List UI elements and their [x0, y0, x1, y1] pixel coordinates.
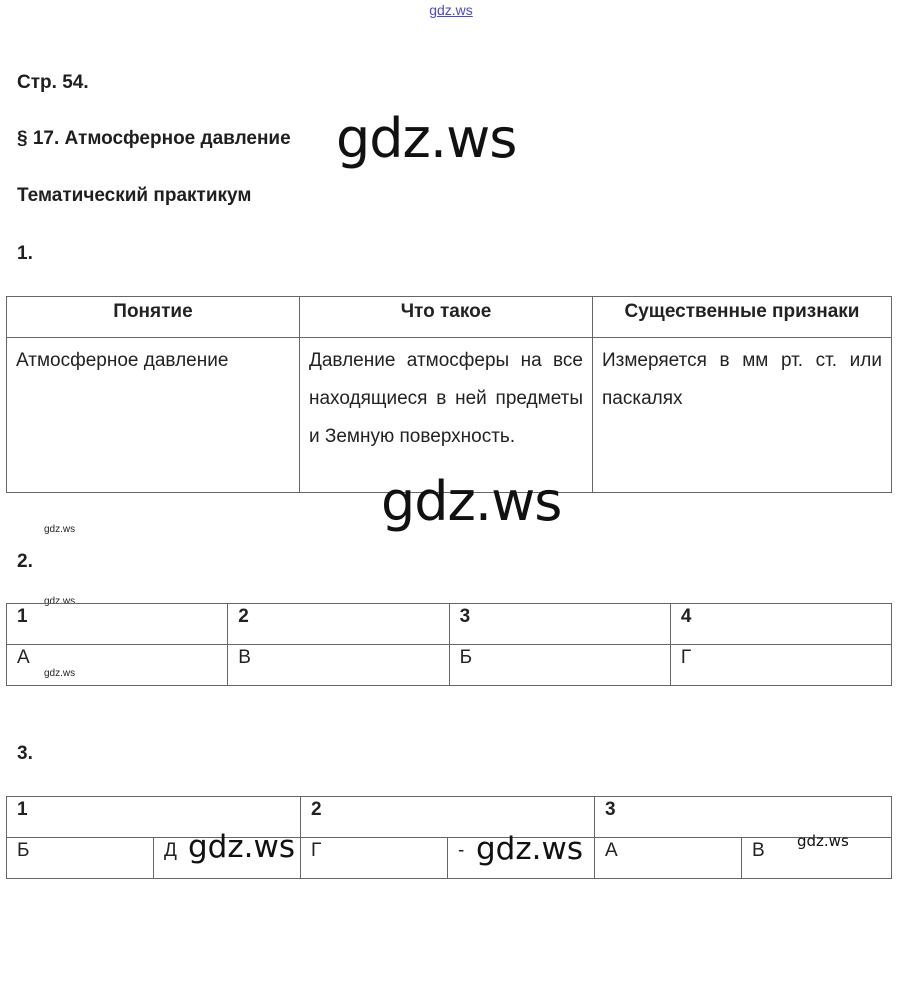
table-cell: А [595, 838, 742, 879]
table-header: Существенные признаки [593, 297, 892, 338]
table-header: Понятие [7, 297, 300, 338]
task-3-table [6, 796, 892, 879]
table-cell: Д [154, 838, 301, 879]
table-cell: В [742, 838, 892, 879]
table-cell: Г [301, 838, 448, 879]
table-header: 2 [228, 604, 449, 645]
subtitle: Тематический практикум [17, 185, 252, 206]
task-2-table [6, 603, 892, 686]
table-cell: Г [670, 645, 891, 686]
watermark-small: gdz.ws [44, 668, 76, 679]
task-2-number: 2. [17, 551, 33, 572]
task-3-number: 3. [17, 743, 33, 764]
watermark-large: gdz.ws [336, 107, 517, 170]
table-cell: В [228, 645, 449, 686]
watermark-small: gdz.ws [44, 596, 76, 607]
table-header: 2 [301, 797, 595, 838]
table-header: Что такое [300, 297, 593, 338]
table-header: 1 [7, 604, 228, 645]
watermark-large: gdz.ws [381, 470, 562, 533]
watermark-top-link[interactable]: gdz.ws [429, 2, 473, 18]
table-cell: Б [449, 645, 670, 686]
task-1-number: 1. [17, 243, 33, 264]
table-cell: Измеряется в мм рт. ст. или паскалях [593, 338, 892, 493]
table-cell: А [7, 645, 228, 686]
watermark-small: gdz.ws [797, 832, 849, 850]
section-title: § 17. Атмосферное давление [17, 128, 291, 149]
watermark-small: gdz.ws [44, 524, 76, 535]
table-cell: Давление атмосферы на все находящиеся в ней предметы и Земную поверхность. [300, 338, 593, 493]
table-cell: - [448, 838, 595, 879]
table-cell: Б [7, 838, 154, 879]
table-header: 1 [7, 797, 301, 838]
table-cell: Атмосферное давление [7, 338, 300, 493]
table-header: 3 [449, 604, 670, 645]
task-1-table [6, 296, 892, 493]
page-reference: Стр. 54. [17, 72, 89, 93]
table-header: 4 [670, 604, 891, 645]
watermark-medium: gdz.ws [476, 831, 583, 867]
watermark-medium: gdz.ws [188, 829, 295, 865]
table-header: 3 [595, 797, 892, 838]
